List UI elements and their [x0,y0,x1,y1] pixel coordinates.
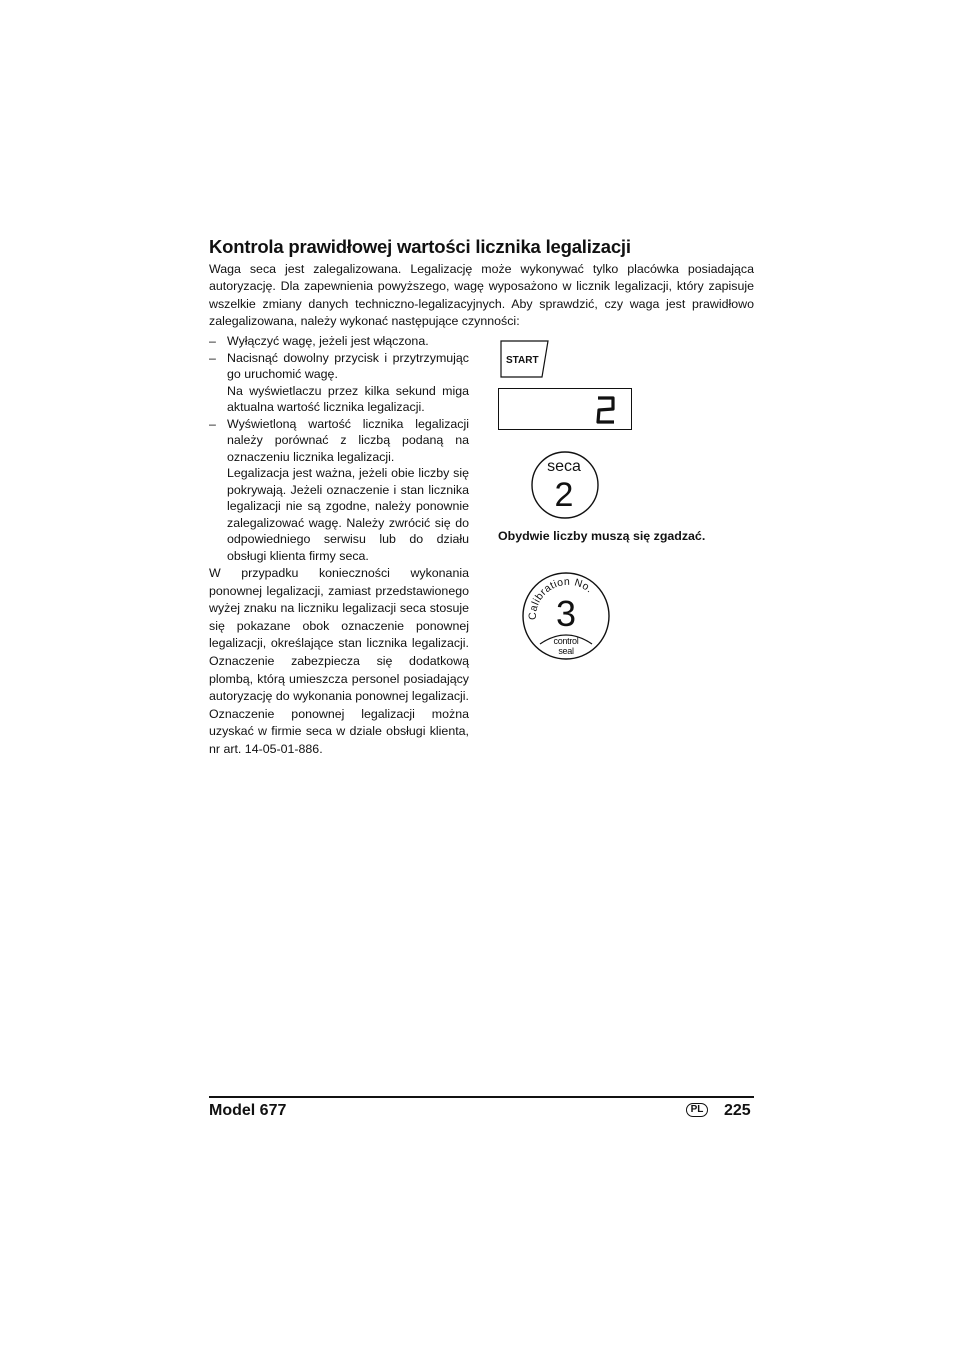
start-key-label: START [506,355,539,366]
display-illustration [498,388,632,430]
step-note: Legalizacja jest ważna, jeżeli obie liczby się pokrywają. Jeżeli oznaczenie i stan licznika legalizacji nie są zgodne, należy ponownie zalegalizować wagę. Należy zwrócić się do odpowiedniego serwisu lub do działu obsługi klienta firmy seca. [227,466,469,563]
step-text: – Nacisnąć dowolny przycisk i przytrzymując go uruchomić wagę. [227,350,469,381]
intro-paragraph: Waga seca jest zalegalizowana. Legalizację może wykonywać tylko placówka posiadająca autoryzację. Dla zapewnienia powyższego, wagę wyposażono w licznik legalizacji, który zapisuje wszelkie zmiany danych techniczno-legalizacyjnych. Aby sprawdzić, czy waga jest prawidłowo zalegalizowana, należy wykonać następujące czynności: [209,262,754,328]
list-item [209,416,469,565]
step-note: Na wyświetlaczu przez kilka sekund miga aktualna wartość licznika legalizacji. [227,383,469,414]
display-digit [595,394,617,426]
relegalization-paragraph: W przypadku konieczności wykonania ponownej legalizacji, zamiast przedstawionego wyżej znaku na liczniku legalizacji seca stosuje się pokazane obok oznaczenie ponownej legalizacji, określające stan licznika legalizacji. Oznaczenie zabezpiecza się dodatkową plombą, którą umieszcza personel posiadający autoryzację do wykonania ponownej legalizacji. Oznaczenie ponownej legalizacji można uzyskać w firmie seca w dziale obsługi klienta, nr art. 14-05-01-886. [209,566,469,756]
seca-counter-badge [530,450,600,520]
footer-divider [209,1096,754,1098]
page-title: Kontrola prawidłowej wartości licznika legalizacji [209,236,631,257]
calibration-seal-illustration [520,570,612,662]
list-item [209,333,469,350]
footer-model: Model 677 [209,1102,287,1119]
step-text: – Wyświetloną wartość licznika legalizacji należy porównać z liczbą podaną na oznaczeniu licznika legalizacji. [227,416,469,464]
badge-brand: seca [547,458,581,475]
step-text: – Wyłączyć wagę, jeżeli jest włączona. [227,334,429,348]
start-key-illustration [498,340,550,378]
calibration-number: 3 [555,593,577,634]
calibration-bottom-label: control [553,636,579,646]
step-list [209,333,469,564]
badge-number: 2 [554,476,574,514]
figure-caption: Obydwie liczby muszą się zgadzać. [498,529,706,543]
list-item [209,350,469,416]
language-badge: PL [686,1103,708,1117]
calibration-bottom-label: seal [558,646,574,656]
page-number: 225 [724,1102,751,1119]
calibration-arc-label: Calibration No. [526,575,596,621]
